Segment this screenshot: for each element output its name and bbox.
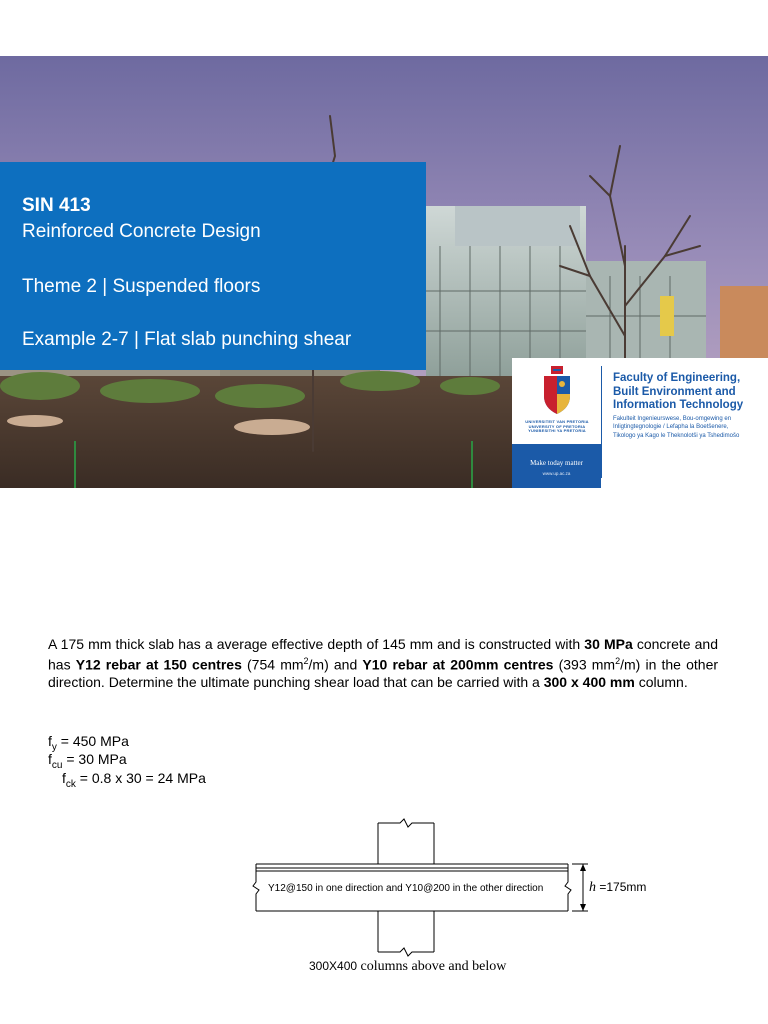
- faculty-sub-line: Inligtingtegnologie / Lefapha la Boetšenere,: [613, 424, 729, 431]
- column-size-text: 300X400: [309, 959, 358, 973]
- problem-text: /m) and: [308, 656, 363, 673]
- faculty-name-translations: [613, 415, 765, 440]
- symbol: f: [48, 733, 52, 749]
- faculty-sub-line: Tikologo ya Kago le Theknolotši ya Tshedimošo: [613, 432, 740, 439]
- value: = 30 MPa: [62, 751, 127, 767]
- problem-text: A 175 mm thick slab has a average effective depth of 145 mm and is constructed with: [48, 636, 585, 652]
- theme-title: Theme 2 | Suspended floors: [22, 276, 261, 297]
- column-description: columns above and below: [357, 959, 507, 974]
- university-name-lines: [520, 420, 594, 434]
- rebar-label: Y12@150 in one direction and Y10@200 in the other direction: [268, 883, 544, 894]
- value: = 450 MPa: [56, 733, 129, 749]
- symbol: f: [62, 770, 66, 786]
- course-name: Reinforced Concrete Design: [22, 221, 261, 242]
- equation-fcu: [48, 751, 127, 771]
- university-logo-card: [512, 358, 768, 488]
- problem-text: column.: [634, 673, 688, 690]
- logo-divider: [601, 366, 602, 478]
- problem-text: (393 mm: [553, 656, 616, 673]
- uni-name-sepedi: YUNIBESITHI YA PRETORIA: [528, 428, 586, 434]
- problem-text: concrete and has: [48, 636, 718, 673]
- faculty-name: [613, 372, 763, 413]
- rebar-secondary: Y10 rebar at 200mm centres: [362, 656, 554, 673]
- h-value: =175mm: [596, 880, 647, 894]
- symbol: f: [48, 751, 52, 767]
- faculty-sub-line: Fakulteit Ingenieurswese, Bou-omgewing en: [613, 416, 732, 422]
- rebar-main: Y12 rebar at 150 centres: [75, 656, 242, 673]
- university-crest-icon: [542, 366, 572, 416]
- problem-text: (754 mm: [241, 656, 304, 673]
- equation-fy: [48, 733, 129, 753]
- faculty-line: Information Technology: [613, 399, 744, 411]
- title-box: [0, 162, 426, 370]
- uni-name-afrikaans: UNIVERSITEIT VAN PRETORIA: [525, 419, 589, 424]
- subscript: y: [51, 741, 57, 753]
- faculty-line: Faculty of Engineering,: [613, 372, 741, 384]
- uni-name-english: UNIVERSITY OF PRETORIA: [528, 423, 586, 429]
- equation-fck: [62, 770, 206, 790]
- column-label: [309, 959, 506, 975]
- subscript: cu: [51, 759, 63, 771]
- problem-text: /m) in the other direction. Determine the ultimate punching shear load that can be carried with a: [48, 656, 719, 690]
- value: = 0.8 x 30 = 24 MPa: [75, 770, 206, 786]
- concrete-strength: 30 MPa: [584, 636, 633, 652]
- column-size: 300 x 400 mm: [543, 673, 635, 690]
- example-title: Example 2-7 | Flat slab punching shear: [22, 329, 352, 350]
- superscript: 2: [303, 656, 309, 666]
- problem-statement: [48, 636, 718, 691]
- slab-thickness-label: [589, 880, 646, 896]
- university-url: www.up.ac.za: [542, 471, 571, 476]
- subscript: ck: [65, 778, 76, 790]
- superscript: 2: [615, 656, 621, 666]
- course-code: SIN 413: [22, 195, 91, 216]
- tagline: Make today matter: [530, 459, 583, 467]
- faculty-line: Built Environment and: [613, 385, 736, 398]
- h-symbol: h: [589, 880, 596, 895]
